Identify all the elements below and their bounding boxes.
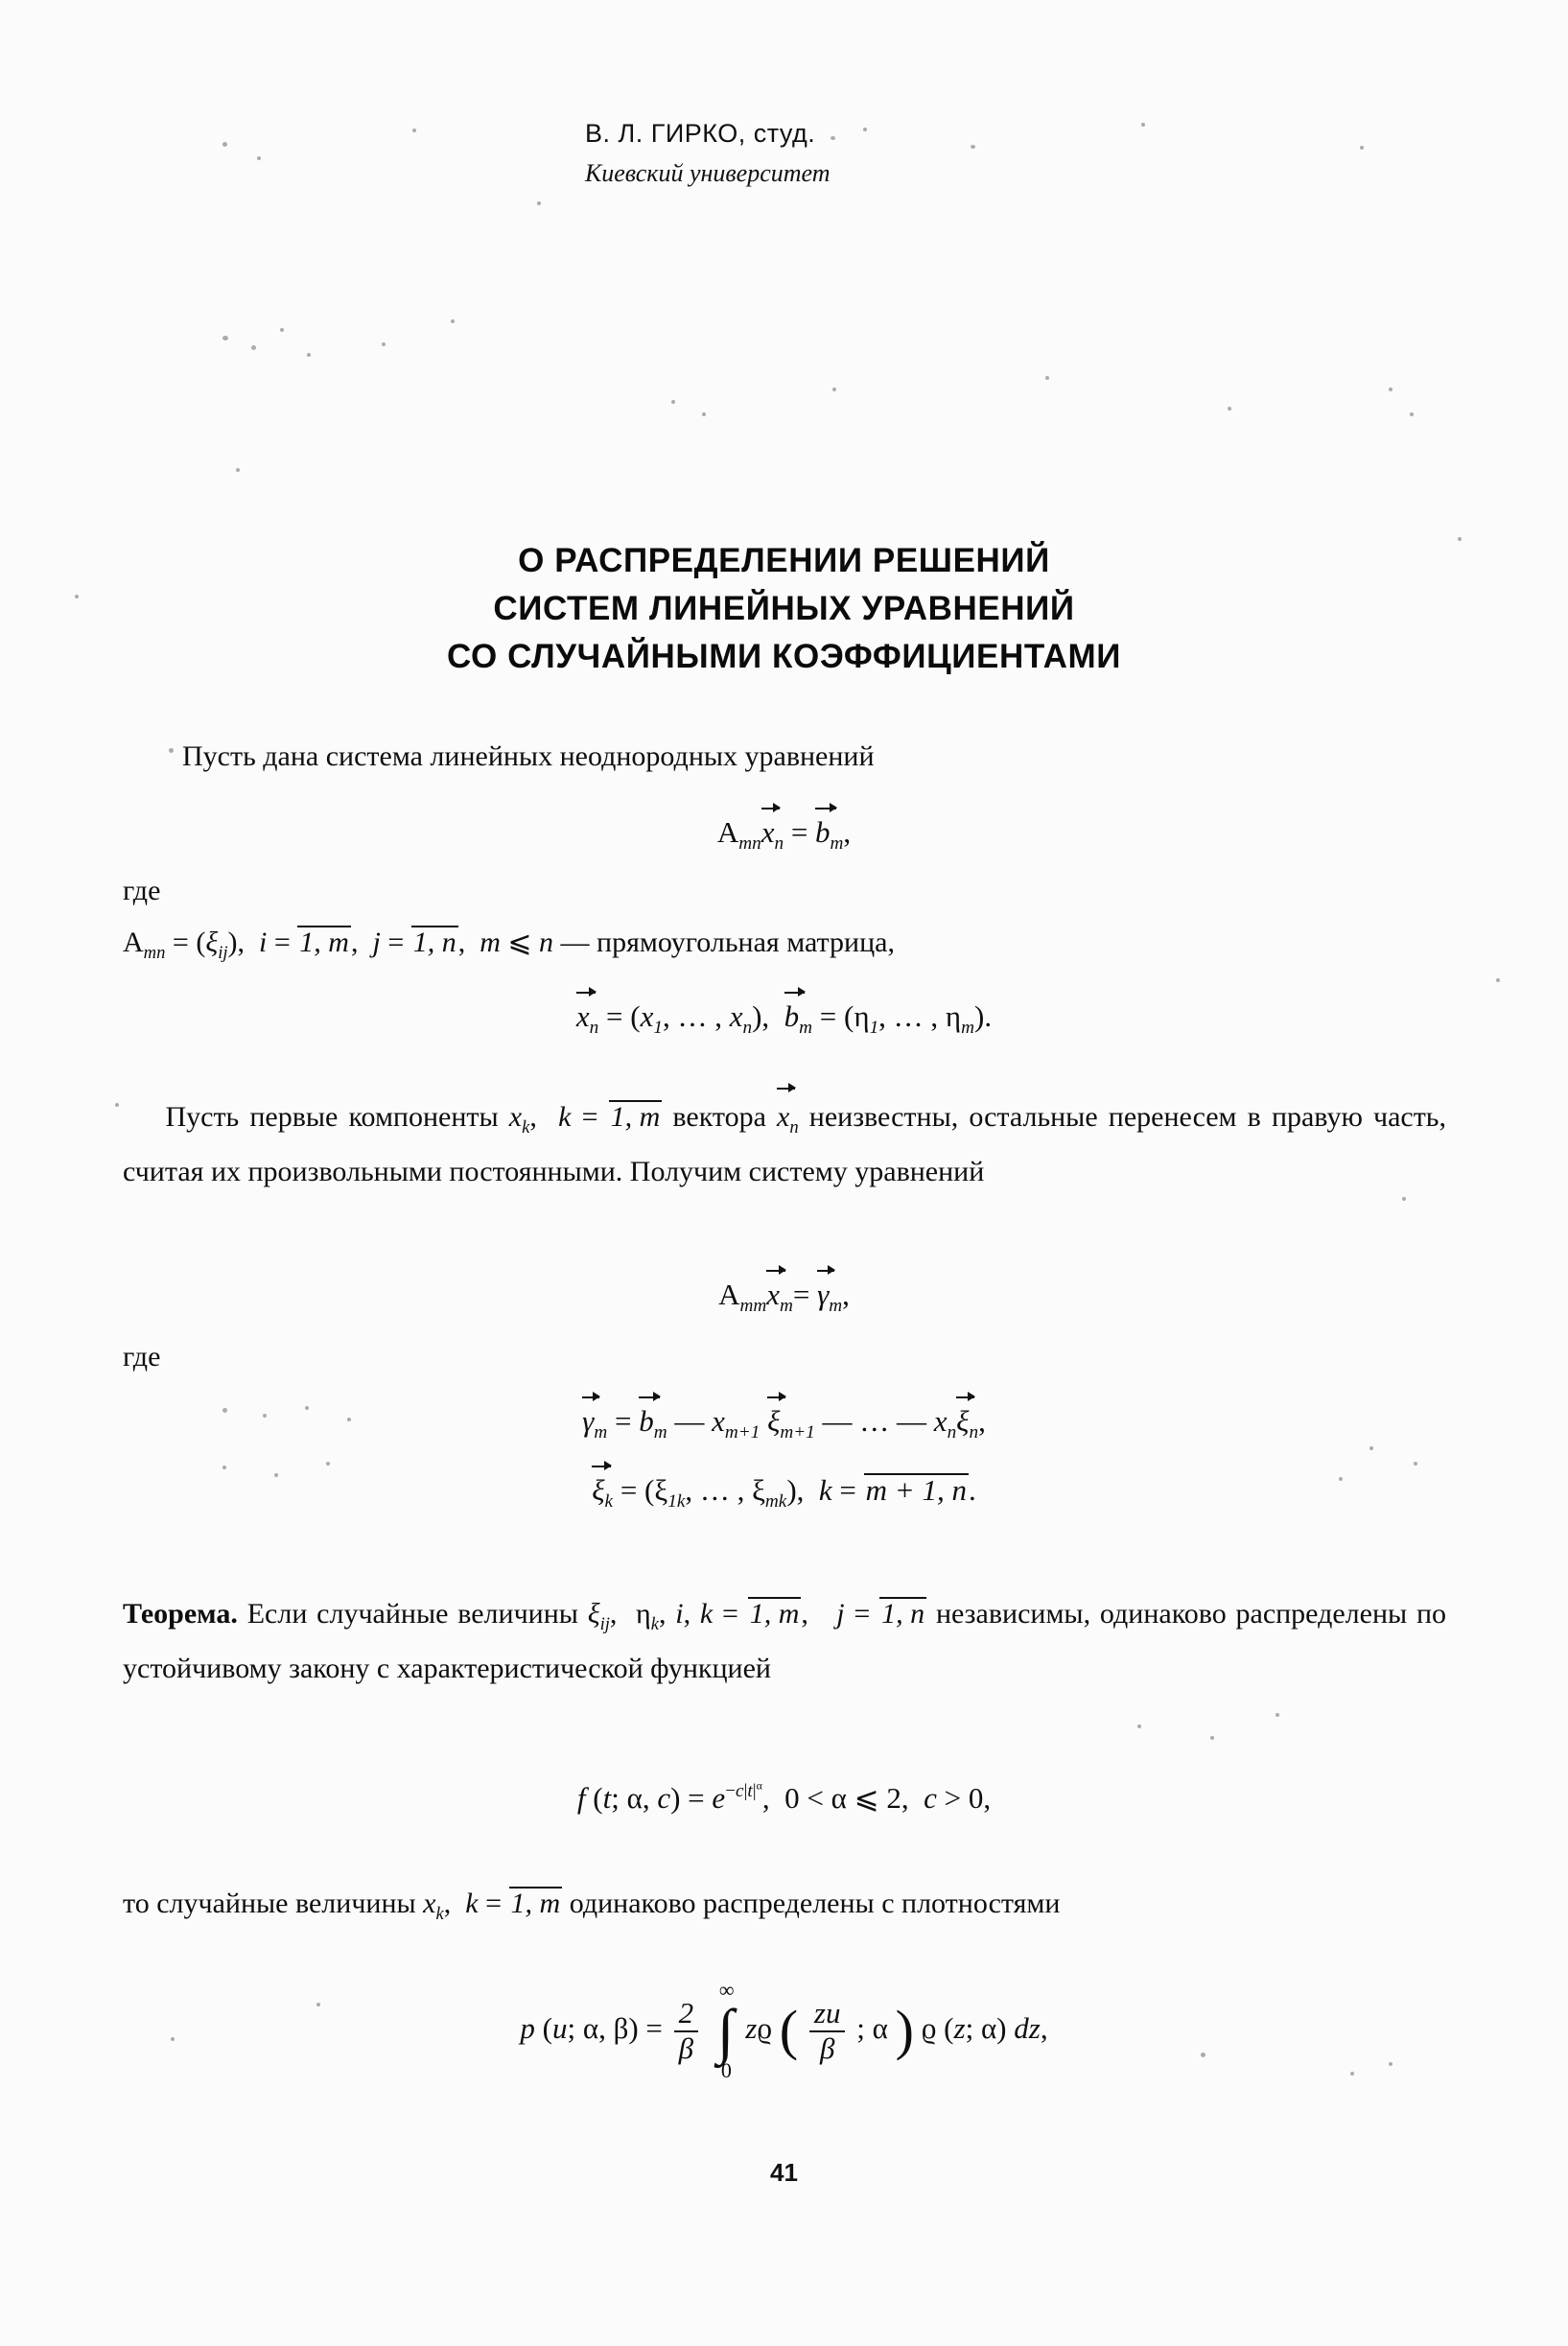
paragraph-5-render: то случайные величины $x_k$, k = 1, m одинаково распределены с плотностями xyxy=(123,1888,1061,1924)
affiliation: Киевский университет xyxy=(585,159,831,187)
equation-1 xyxy=(0,813,1568,855)
equation-7-render: p (u; α, β) = $\frac{2}{\beta}$ ∫ ∞ 0 zϱ ( $\frac{zu}{\beta}$ ; α ) ϱ (z; α) dz, xyxy=(520,1978,1048,2082)
paragraph-1-text: Пусть дана система линейных неоднородных уравнений xyxy=(182,740,875,772)
equation-1-render: $A_{mn}x_n = b_m$, xyxy=(716,815,852,855)
paragraph-2 xyxy=(123,921,1446,975)
equation-5 xyxy=(0,1471,1568,1513)
equation-5-render: $\xi_k = (\xi_{1k}$, … , $\xi_{mk}$), k = m + 1, n. xyxy=(592,1473,976,1513)
author-line: В. Л. ГИРКО, студ. xyxy=(585,119,816,148)
equation-3-render: $A_{mm}x_m= \gamma_m$, xyxy=(718,1278,850,1317)
label-gde-2: где xyxy=(123,1341,161,1372)
theorem-label: Теорема. xyxy=(123,1598,238,1630)
theorem-text-1: Если случайные величины $\xi_{ij}$, $\eta_k$, i, k = 1, m, j = 1, n независимы, одинаково распределены по устойчивому закону с характеристической функцией xyxy=(123,1598,1447,1684)
paragraph-3 xyxy=(123,1093,1446,1194)
label-gde-1: где xyxy=(123,875,161,906)
equation-4-render: $\gamma_m = b_m$ — $x_{m+1}$ $\xi_{m+1}$ — … — $x_n\xi_n$, xyxy=(582,1404,986,1443)
paragraph-1 xyxy=(182,735,1391,779)
equation-4 xyxy=(0,1402,1568,1443)
paragraph-5 xyxy=(123,1882,1446,1936)
equation-6-render: f (t; α, $c) = e^{-c|t|^\alpha}$, 0 < α ⩽ 2, c > 0, xyxy=(576,1779,992,1815)
equation-3 xyxy=(0,1276,1568,1317)
equation-7 xyxy=(0,1978,1568,2082)
title-line-1: О РАСПРЕДЕЛЕНИИ РЕШЕНИЙ xyxy=(518,542,1050,579)
equation-6 xyxy=(0,1779,1568,1816)
title-line-2: СИСТЕМ ЛИНЕЙНЫХ УРАВНЕНИЙ xyxy=(493,590,1075,627)
page-number: 41 xyxy=(770,2158,798,2187)
title-line-3: СО СЛУЧАЙНЫМИ КОЭФФИЦИЕНТАМИ xyxy=(446,638,1122,675)
paragraph-2-render: $A_{mn} = (\xi_{ij})$, i = 1, m, j = 1, n, m ⩽ n — прямоугольная матрица, xyxy=(123,927,895,963)
theorem-paragraph xyxy=(123,1592,1446,1691)
paragraph-3-render: Пусть первые компоненты $x_k$, k = 1, m вектора $x_n$ неизвестны, остальные перенесем в правую часть, считая их произвольными постоянными. Получим систему уравнений xyxy=(123,1101,1446,1187)
equation-2-render: $x_n = (x_1$, … , $x_n$), $b_m = (\eta_1$, … , $\eta_m$). xyxy=(575,999,993,1039)
page-title xyxy=(0,537,1568,681)
equation-2 xyxy=(0,997,1568,1039)
